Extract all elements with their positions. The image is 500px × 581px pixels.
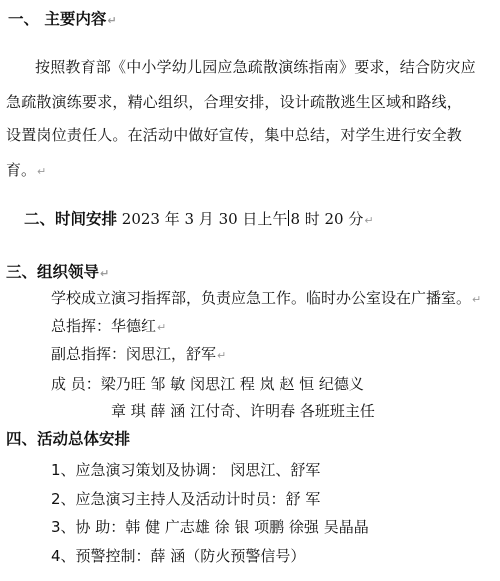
- activity-item: 2、应急演习主持人及活动计时员：舒 军: [51, 490, 321, 508]
- paragraph-line: 急疏散演练要求，精心组织，合理安排，设计疏散逃生区域和路线，: [6, 93, 463, 111]
- time-text: 8 时 20 分: [290, 210, 364, 228]
- members-line: 章 琪 薛 涵 江付奇、许明春 各班班主任: [111, 402, 375, 420]
- members-line: 成 员：梁乃旺 邹 敏 闵思江 程 岚 赵 恒 纪德义: [51, 375, 364, 393]
- heading-text: 二、时间安排: [24, 210, 118, 228]
- org-intro: 学校成立演习指挥部，负责应急工作。临时办公室设在广播室。↵: [51, 289, 482, 307]
- time-text: 2023 年 3 月 30 日上午: [117, 210, 288, 228]
- paragraph-mark-icon: ↵: [472, 293, 482, 306]
- activity-item: 3、协 助：韩 健 广志雄 徐 银 项鹏 徐强 吴晶晶: [51, 518, 369, 536]
- paragraph-mark-icon: ↵: [107, 14, 117, 27]
- paragraph-mark-icon: ↵: [217, 349, 227, 362]
- activity-item: 4、预警控制：薛 涵（防火预警信号）: [51, 547, 306, 565]
- commander-line: 总指挥：华德红↵: [51, 317, 167, 335]
- section-time-arrangement: [24, 209, 374, 231]
- paragraph-mark-icon: ↵: [37, 165, 47, 178]
- paragraph-line: 设置岗位责任人。在活动中做好宣传，集中总结，对学生进行安全教: [6, 126, 463, 144]
- section-heading-organization: [6, 262, 109, 284]
- heading-text: 四、活动总体安排: [6, 430, 131, 448]
- activity-item: 1、应急演习策划及协调： 闵思江、舒军: [51, 461, 321, 479]
- paragraph-mark-icon: ↵: [100, 267, 110, 280]
- paragraph-line: 按照教育部《中小学幼儿园应急疏散演练指南》要求，结合防灾应: [35, 58, 476, 76]
- paragraph-mark-icon: ↵: [364, 214, 374, 227]
- heading-text: 一、 主要内容: [8, 10, 107, 28]
- paragraph-mark-icon: ↵: [157, 321, 167, 334]
- section-heading-activity: [6, 429, 130, 449]
- vice-commander-line: 副总指挥：闵思江，舒军↵: [51, 345, 227, 363]
- paragraph-line: 育。↵: [6, 161, 47, 179]
- section-heading-main-content: [8, 9, 117, 31]
- heading-text: 三、组织领导: [6, 263, 100, 281]
